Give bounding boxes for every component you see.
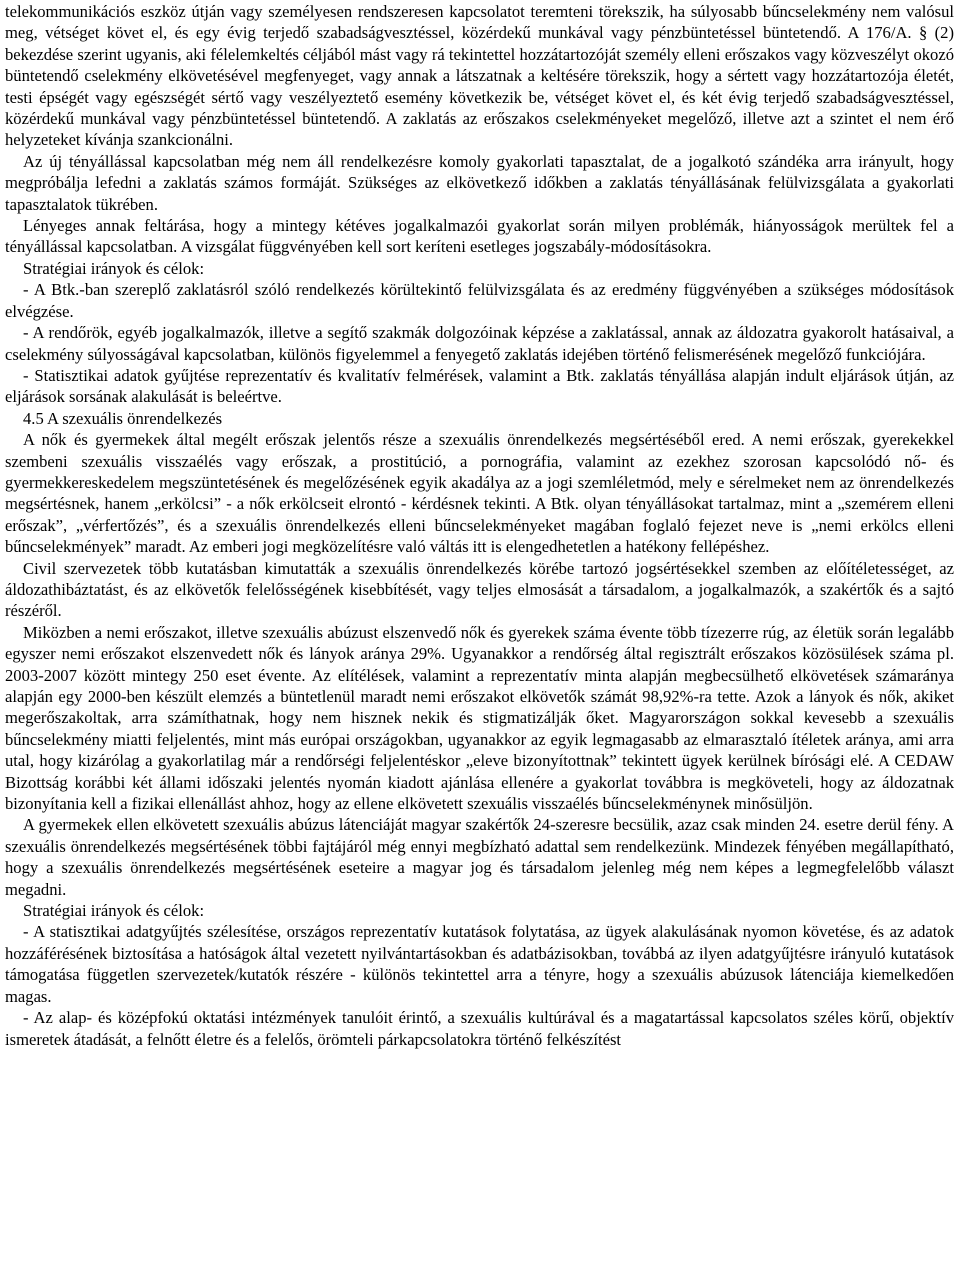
paragraph-3: Lényeges annak feltárása, hogy a mintegy kétéves jogalkalmazói gyakorlat során milyen problémák, hiányosságok merültek fel a tényállással kapcsolatban. A vizsgálat függvényében kell sort keríteni esetleges jogszabály-módosításokra. [5, 216, 954, 257]
strategic-directions-heading-1: Stratégiai irányok és célok: [23, 258, 205, 278]
strategic-directions-heading-2: Stratégiai irányok és célok: [23, 901, 205, 921]
paragraph-5: Civil szervezetek több kutatásban kimutatták a szexuális önrendelkezés körébe tartozó jogsértésekkel szemben az előítéletességet, az áldozathibáztatást, és az elkövetők felelősségének kisebbítését, vagy teljes elmosását a társadalom, a jogalkalmazók, a szakértők és a sajtó részéről. [5, 558, 954, 621]
bullet-item-5: - Az alap- és középfokú oktatási intézmények tanulóit érintő, a szexuális kultúrával és a magatartással kapcsolatos széles körű, objektív ismeretek átadását, a felnőtt életre és a felelős, örömteli párkapcsolatokra történő felkészítést [5, 1008, 954, 1049]
paragraph-4: A nők és gyermekek által megélt erőszak jelentős része a szexuális önrendelkezés megsértéséből ered. A nemi erőszak, gyerekekkel szembeni szexuális visszaélés vagy erőszak, a prostitúció, a pornográfia, valamint az ezekhez szorosan kapcsolódó nő- és gyermekkereskedelem megszüntetésének és megelőzésének egyik akadálya az a jogi szemléletmód, mely e sérelmeket nem az önrendelkezés megsértésnek, hanem „erkölcsi” - a nők erkölcseit elrontó - kérdésnek tekinti. A Btk. olyan tényállásokat tartalmaz, mint a „szemérem elleni erőszak”, „vérfertőzés”, és a szexuális önrendelkezés elleni bűncselekményeket magában foglaló fejezet neve is „nemi erkölcs elleni bűncselekmények” maradt. Az emberi jogi megközelítésre való váltás itt is elengedhetetlen a hatékony fellépéshez. [5, 430, 954, 557]
bullet-item-4: - A statisztikai adatgyűjtés szélesítése, országos reprezentatív kutatások folytatása, az ügyek alakulásának nyomon követése, és az adatok hozzáférésének biztosítása a hatóságok által vezetett nyilvántartásokban és adatbázisokban, továbbá az ilyen adatgyűjtésre irányuló kutatások támogatása független szervezetek/kutatók részére - különös tekintettel arra a tényre, hogy a szexuális abúzusok látenciája kiemelkedően magas. [5, 922, 954, 1006]
bullet-item-1: - A Btk.-ban szereplő zaklatásról szóló rendelkezés körültekintő felülvizsgálata és az eredmény függvényében a szükséges módosítások elvégzése. [5, 280, 954, 321]
paragraph-1: telekommunikációs eszköz útján vagy személyesen rendszeresen kapcsolatot teremteni törekszik, ha súlyosabb bűncselekmény nem valósul meg, vétséget követ el, és egy évig terjedő szabadságvesztéssel, közérdekű munkával vagy pénzbüntetéssel büntetendő. A 176/A. § (2) bekezdése szerint ugyanis, aki félelemkeltés céljából mást vagy rá tekintettel hozzátartozóját személy elleni erőszakos vagy közveszélyt okozó büntetendő cselekmény elkövetésével megfenyeget, vagy annak a látszatnak a keltésére törekszik, hogy a sértett vagy hozzátartozója életét, testi épségét vagy egészségét sértő vagy veszélyeztető esemény következik be, vétséget követ el, és két évig terjedő szabadságvesztéssel, közérdekű munkával vagy pénzbüntetéssel büntetendő. A zaklatás az erőszakos cselekményeket megelőző, illetve azt a szintet el nem érő helyzeteket kívánja szankcionálni. [5, 2, 954, 150]
bullet-item-2: - A rendőrök, egyéb jogalkalmazók, illetve a segítő szakmák dolgozóinak képzése a zaklatással, annak az áldozatra gyakorolt hatásaival, a cselekmény súlyosságával kapcsolatban, különös figyelemmel a fenyegető zaklatás idejében történő felismerésének megelőző funkciójára. [5, 323, 954, 364]
paragraph-7: A gyermekek ellen elkövetett szexuális abúzus látenciáját magyar szakértők 24-szeresre becsülik, azaz csak minden 24. esetre derül fény. A szexuális önrendelkezés megsértésének többi fajtájáról még ennyi megbízható adattal sem rendelkezünk. Mindezek fényében megállapítható, hogy a szexuális önrendelkezés megsértésének eseteire a magyar jog és társadalom jelenleg még nem képes a legmegfelelőbb választ megadni. [5, 815, 954, 899]
paragraph-2: Az új tényállással kapcsolatban még nem áll rendelkezésre komoly gyakorlati tapasztalat, de a jogalkotó szándéka arra irányult, hogy megpróbálja lefedni a zaklatás számos formáját. Szükséges az elkövetkező időkben a zaklatás tényállásának felülvizsgálata a gyakorlati tapasztalatok tükrében. [5, 151, 954, 214]
section-heading-4-5: 4.5 A szexuális önrendelkezés [23, 408, 223, 428]
bullet-item-3: - Statisztikai adatok gyűjtése reprezentatív és kvalitatív felmérések, valamint a Btk. zaklatás tényállása alapján indult eljárások útján, az eljárások sorsának alakulását is beleértve. [5, 365, 954, 407]
paragraph-6: Miközben a nemi erőszakot, illetve szexuális abúzust elszenvedő nők és gyerekek száma évente több tízezerre rúg, az életük során legalább egyszer nemi erőszakot elszenvedett nők és lányok aránya 29%. Ugyanakkor a rendőrség által regisztrált erőszakos közösülések száma pl. 2003-2007 között mintegy 250 eset évente. Az elítélések, valamint a reprezentatív minta alapján megbecsülhető elkövetések számaránya alapján egy 2000-ben készült elemzés a büntetlenül maradt nemi erőszakot elkövetők számát 98,92%-ra tette. Azok a lányok és nők, akiket megerőszakoltak, arra számíthatnak, hogy nem hisznek nekik és stigmatizálják őket. Magyarországon sokkal kevesebb a szexuális bűncselekmény miatti feljelentés, mint más európai országokban, ugyanakkor az egyik legmagasabb az elmarasztaló ítéletek aránya, ami arra utal, hogy kizárólag a gyakorlatilag már a rendőrségi feljelentéskor „eleve bizonyítottnak” tekintett ügyek kerülnek bírósági elé. A CEDAW Bizottság korábbi két állami időszaki jelentés nyomán kiadott ajánlása ellenére a gyakorlat továbbra is megköveteli, hogy az áldozatnak bizonyítania kell a fizikai ellenállást ahhoz, hogy az ellene elkövetett szexuális visszaélés bűncselekménynek minősüljön. [5, 622, 954, 814]
